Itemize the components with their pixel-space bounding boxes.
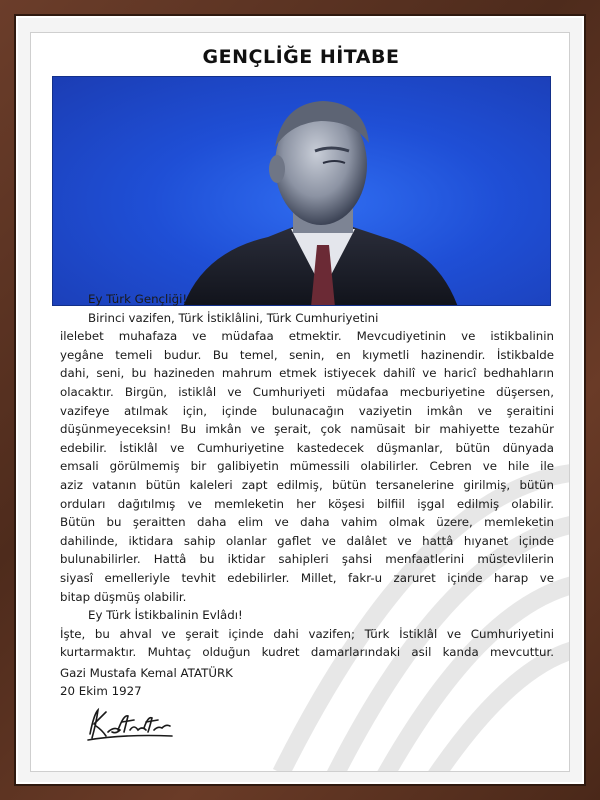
speech-line: ilelebet muhafaza ve müdafaa etmektir. Mevcudiyetinin ve istikbalinin	[60, 329, 554, 344]
speech-line: emsali görülmemiş bir galibiyetin mümessili olabilirler. Cebren ve hile ile	[60, 459, 554, 474]
page-title: GENÇLİĞE HİTABE	[202, 46, 400, 68]
speech-line: siyasî emelleriyle tevhit edebilirler. Millet, fakr-u zaruret içinde harap ve	[60, 570, 554, 585]
speech-line: kurtarmaktır. Muhtaç olduğun kudret damarlarındaki asil kanda mevcuttur.	[60, 645, 554, 660]
speech-line: Birinci vazifen, Türk İstiklâlini, Türk Cumhuriyetini	[88, 310, 379, 325]
speech-line: dahilinde, iktidara sahip olanlar gaflet ve dalâlet ve hattâ hıyanet içinde	[60, 533, 554, 548]
signature-name: Gazi Mustafa Kemal ATATÜRK	[60, 665, 233, 680]
speech-line: bulunabilirler. Hattâ bu iktidar sahipleri şahsi menfaatlerini müstevlilerin	[60, 552, 554, 567]
speech-line: dahi, seni, bu hazineden mahrum etmek istiyecek dahilî ve haricî bedhahların	[60, 366, 554, 381]
speech-line: aziz vatanın bütün kaleleri zapt edilmiş, bütün tersanelerine girilmiş, bütün	[60, 477, 554, 492]
portrait-photo	[52, 76, 551, 306]
speech-line: düşünmeyeceksin! Bu imkân ve şerait, çok namüsait bir mahiyette tezahür	[60, 422, 554, 437]
speech-line: olacaktır. Birgün, istiklâl ve Cumhuriyeti müdafaa mecburiyetine düşersen,	[60, 384, 554, 399]
speech-line: yegâne temeli budur. Bu temel, senin, en kıymetli hazinendir. İstikbalde	[60, 347, 554, 362]
speech-text	[60, 290, 554, 701]
speech-line: edebilir. İstiklâl ve Cumhuriyetine kastedecek düşmanlar, bütün dünyada	[60, 440, 554, 455]
speech-line: İşte, bu ahval ve şerait içinde dahi vazifen; Türk İstiklâl ve Cumhuriyetini	[60, 626, 554, 641]
speech-line: vazifeye atılmak için, içinde bulunacağın vaziyetin imkân ve şeraitini	[60, 403, 554, 418]
speech-line: orduları dağıtılmış ve memleketin her köşesi bilfiil işgal edilmiş olabilir.	[60, 496, 554, 511]
salutation-2: Ey Türk İstikbalinin Evlâdı!	[88, 608, 243, 623]
speech-line: bitap düşmüş olabilir.	[60, 589, 187, 604]
speech-date: 20 Ekim 1927	[60, 684, 142, 699]
salutation: Ey Türk Gençliği!	[88, 292, 188, 306]
handwritten-signature	[84, 704, 174, 744]
portrait-illustration	[53, 77, 551, 306]
speech-line: Bütün bu şeraitten daha elim ve daha vahim olmak üzere, memleketin	[60, 515, 554, 530]
